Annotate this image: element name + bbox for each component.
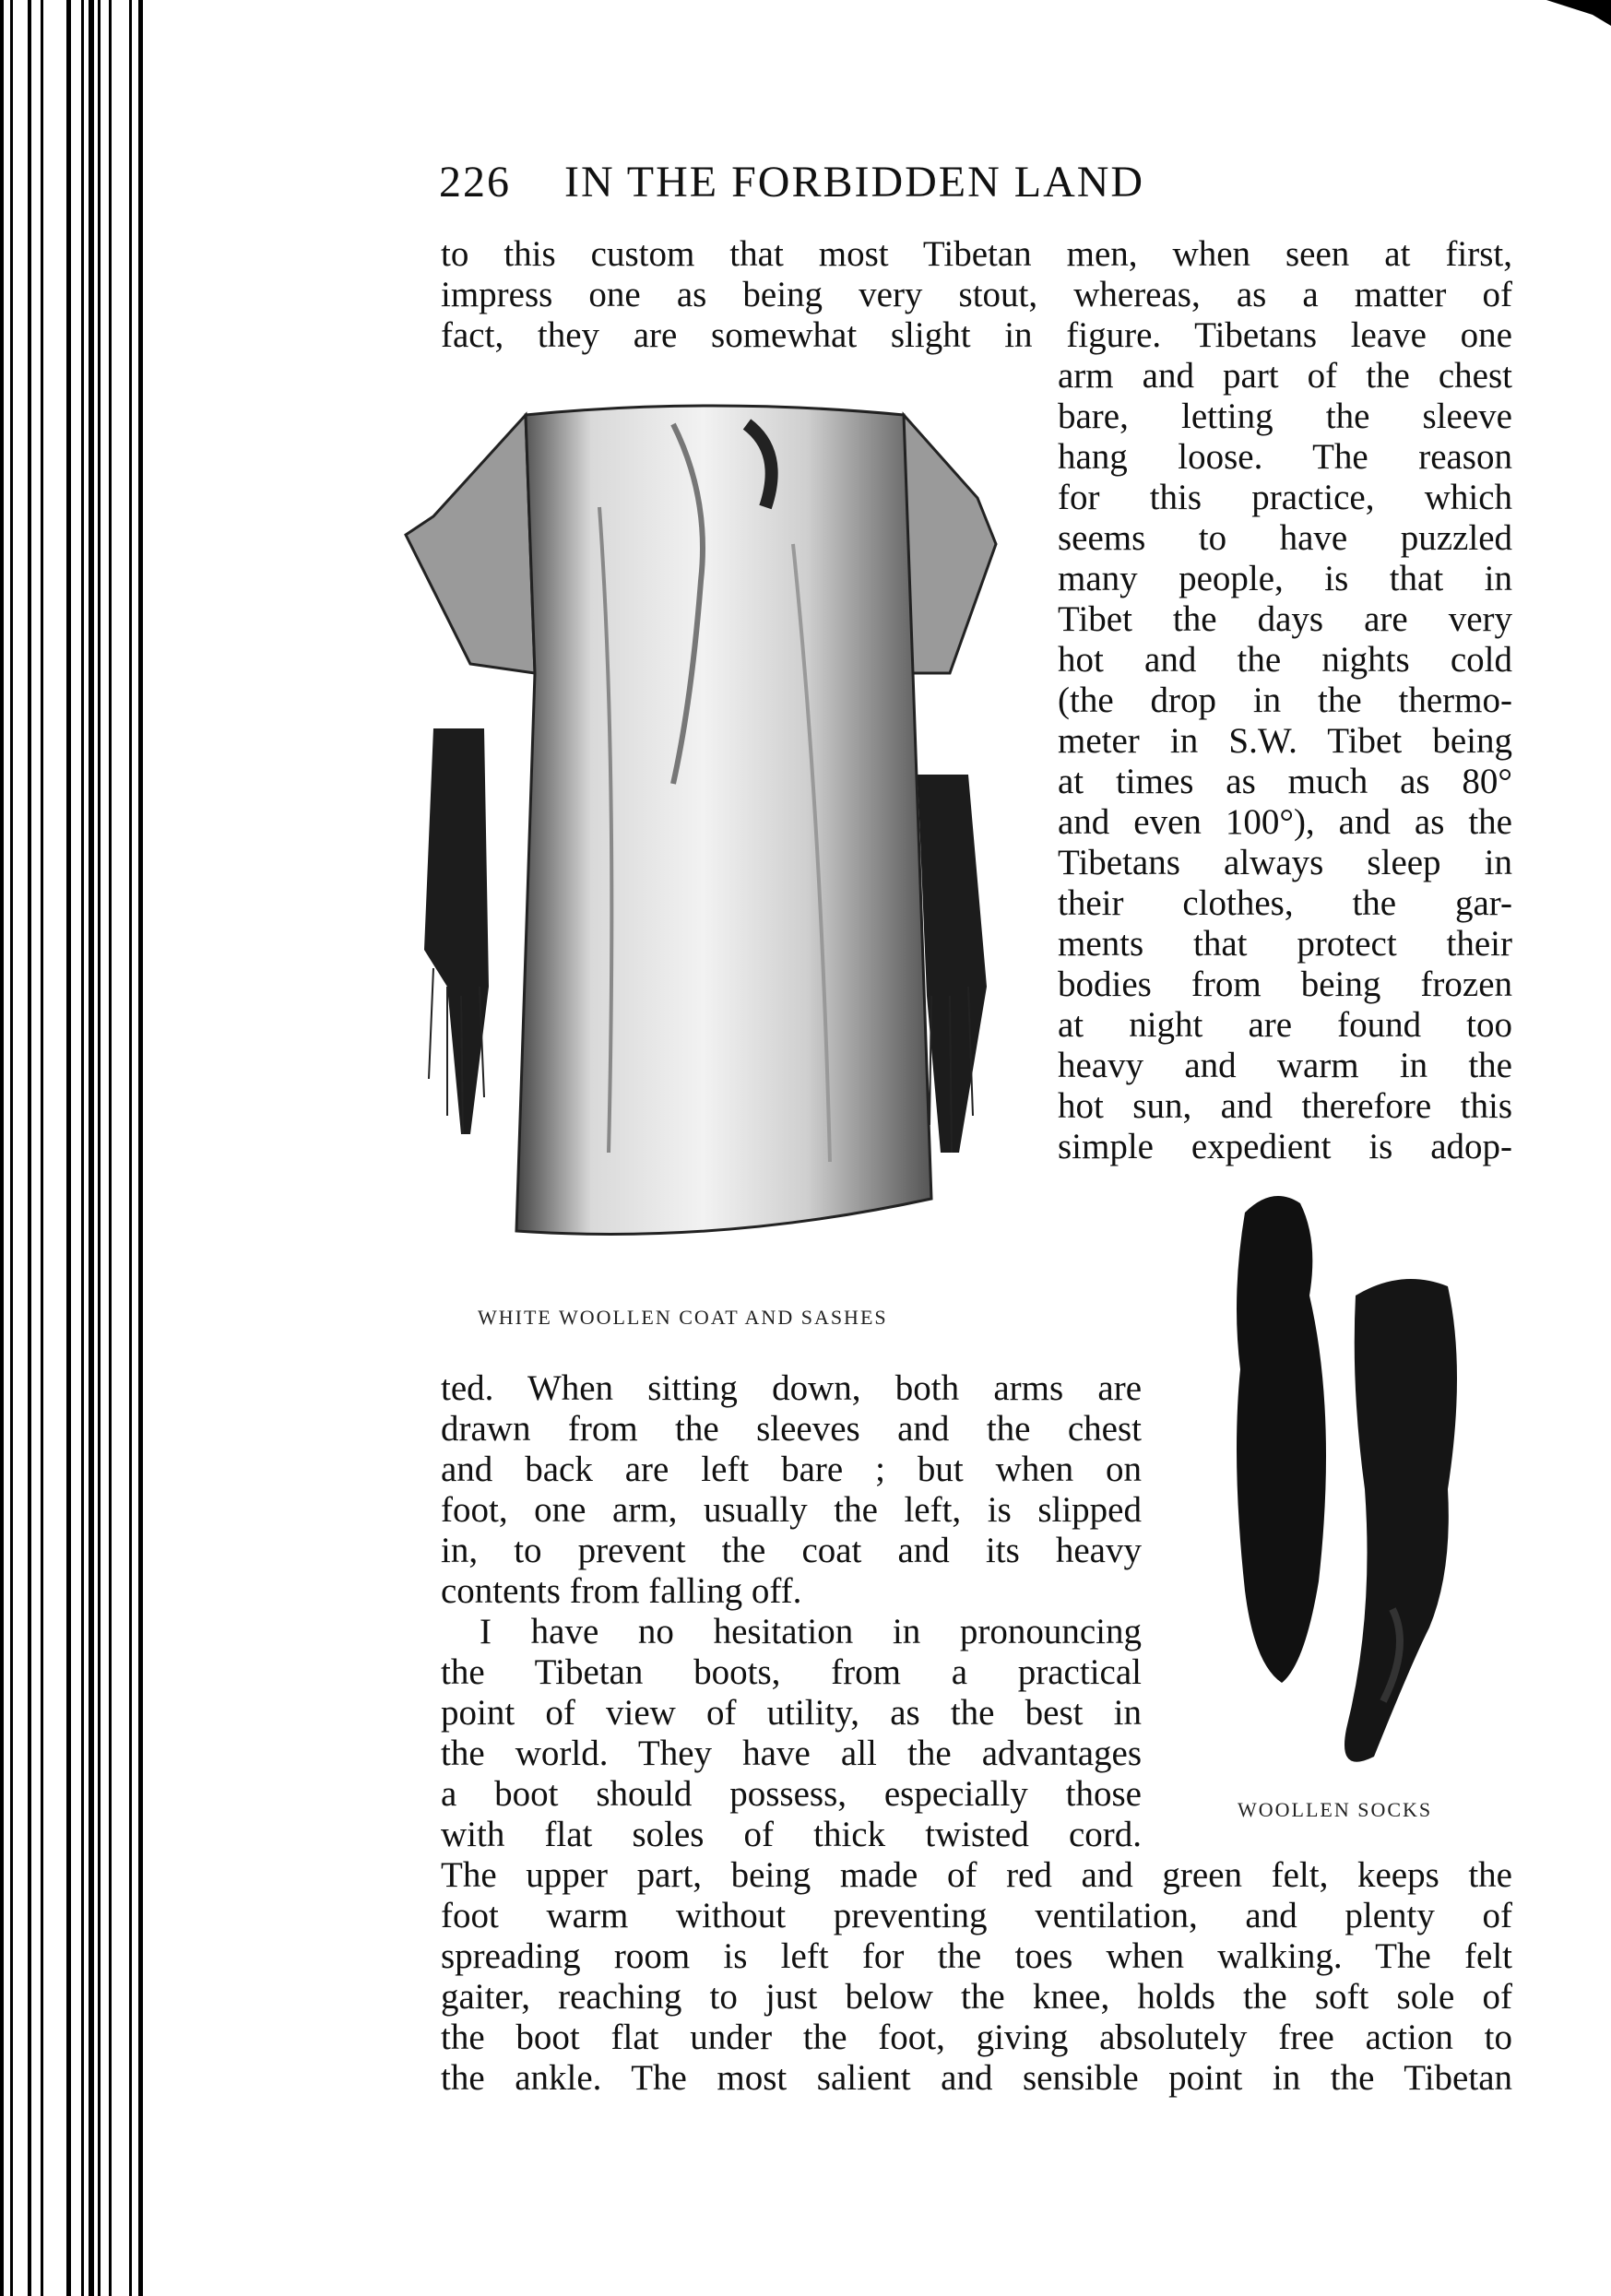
page-number: 226 bbox=[439, 158, 511, 207]
text-line: (the drop in the thermo- bbox=[1058, 681, 1512, 720]
text-line: I have no hesitation in pronouncing bbox=[480, 1612, 1142, 1651]
text-line: the boot flat under the foot, giving absolutely free action to bbox=[441, 2018, 1512, 2057]
text-line: their clothes, the gar- bbox=[1058, 883, 1512, 923]
text-line: gaiter, reaching to just below the knee, holds the soft sole of bbox=[441, 1977, 1512, 2017]
text-line: spreading room is left for the toes when walking. The felt bbox=[441, 1936, 1512, 1976]
text-line: the world. They have all the advantages bbox=[441, 1734, 1142, 1773]
text-line: The upper part, being made of red and green felt, keeps the bbox=[441, 1855, 1512, 1895]
text-line: fact, they are somewhat slight in figure. Tibetans leave one bbox=[441, 315, 1512, 355]
text-line: hang loose. The reason bbox=[1058, 437, 1512, 477]
text-line: impress one as being very stout, whereas, as a matter of bbox=[441, 275, 1512, 314]
text-line: point of view of utility, as the best in bbox=[441, 1693, 1142, 1733]
running-title: IN THE FORBIDDEN LAND bbox=[564, 158, 1145, 207]
figure-caption-socks: WOOLLEN SOCKS bbox=[1238, 1798, 1433, 1821]
text-line: arm and part of the chest bbox=[1058, 356, 1512, 396]
text-line: seems to have puzzled bbox=[1058, 518, 1512, 558]
text-line: and even 100°), and as the bbox=[1058, 802, 1512, 842]
binding-edge bbox=[0, 0, 157, 2296]
text-line: at night are found too bbox=[1058, 1005, 1512, 1045]
text-line: in, to prevent the coat and its heavy bbox=[441, 1531, 1142, 1570]
text-line: ments that protect their bbox=[1058, 924, 1512, 964]
text-line: Tibet the days are very bbox=[1058, 599, 1512, 639]
running-header bbox=[439, 157, 1144, 207]
text-line: heavy and warm in the bbox=[1058, 1046, 1512, 1085]
text-line: to this custom that most Tibetan men, when seen at first, bbox=[441, 234, 1512, 274]
text-line: ted. When sitting down, both arms are bbox=[441, 1368, 1142, 1408]
text-line: Tibetans always sleep in bbox=[1058, 843, 1512, 882]
text-line: contents from falling off. bbox=[441, 1571, 802, 1611]
woollen-socks-illustration bbox=[1217, 1185, 1522, 1775]
text-line: hot sun, and therefore this bbox=[1058, 1086, 1512, 1126]
text-line: meter in S.W. Tibet being bbox=[1058, 721, 1512, 761]
woollen-coat-illustration bbox=[397, 396, 1024, 1282]
text-line: simple expedient is adop- bbox=[1058, 1127, 1512, 1166]
text-line: the Tibetan boots, from a practical bbox=[441, 1652, 1142, 1692]
text-line: drawn from the sleeves and the chest bbox=[441, 1409, 1142, 1449]
text-line: for this practice, which bbox=[1058, 478, 1512, 517]
text-line: and back are left bare ; but when on bbox=[441, 1450, 1142, 1489]
text-line: many people, is that in bbox=[1058, 559, 1512, 598]
text-line: at times as much as 80° bbox=[1058, 762, 1512, 801]
corner-mark bbox=[1546, 0, 1611, 28]
text-line: a boot should possess, especially those bbox=[441, 1774, 1142, 1814]
text-line: hot and the nights cold bbox=[1058, 640, 1512, 680]
text-line: foot, one arm, usually the left, is slipped bbox=[441, 1490, 1142, 1530]
text-line: foot warm without preventing ventilation, and plenty of bbox=[441, 1896, 1512, 1935]
text-line: bodies from being frozen bbox=[1058, 965, 1512, 1004]
text-line: bare, letting the sleeve bbox=[1058, 396, 1512, 436]
text-line: the ankle. The most salient and sensible point in the Tibetan bbox=[441, 2058, 1512, 2098]
figure-caption-coat: WHITE WOOLLEN COAT AND SASHES bbox=[478, 1306, 888, 1329]
text-line: with flat soles of thick twisted cord. bbox=[441, 1815, 1142, 1854]
